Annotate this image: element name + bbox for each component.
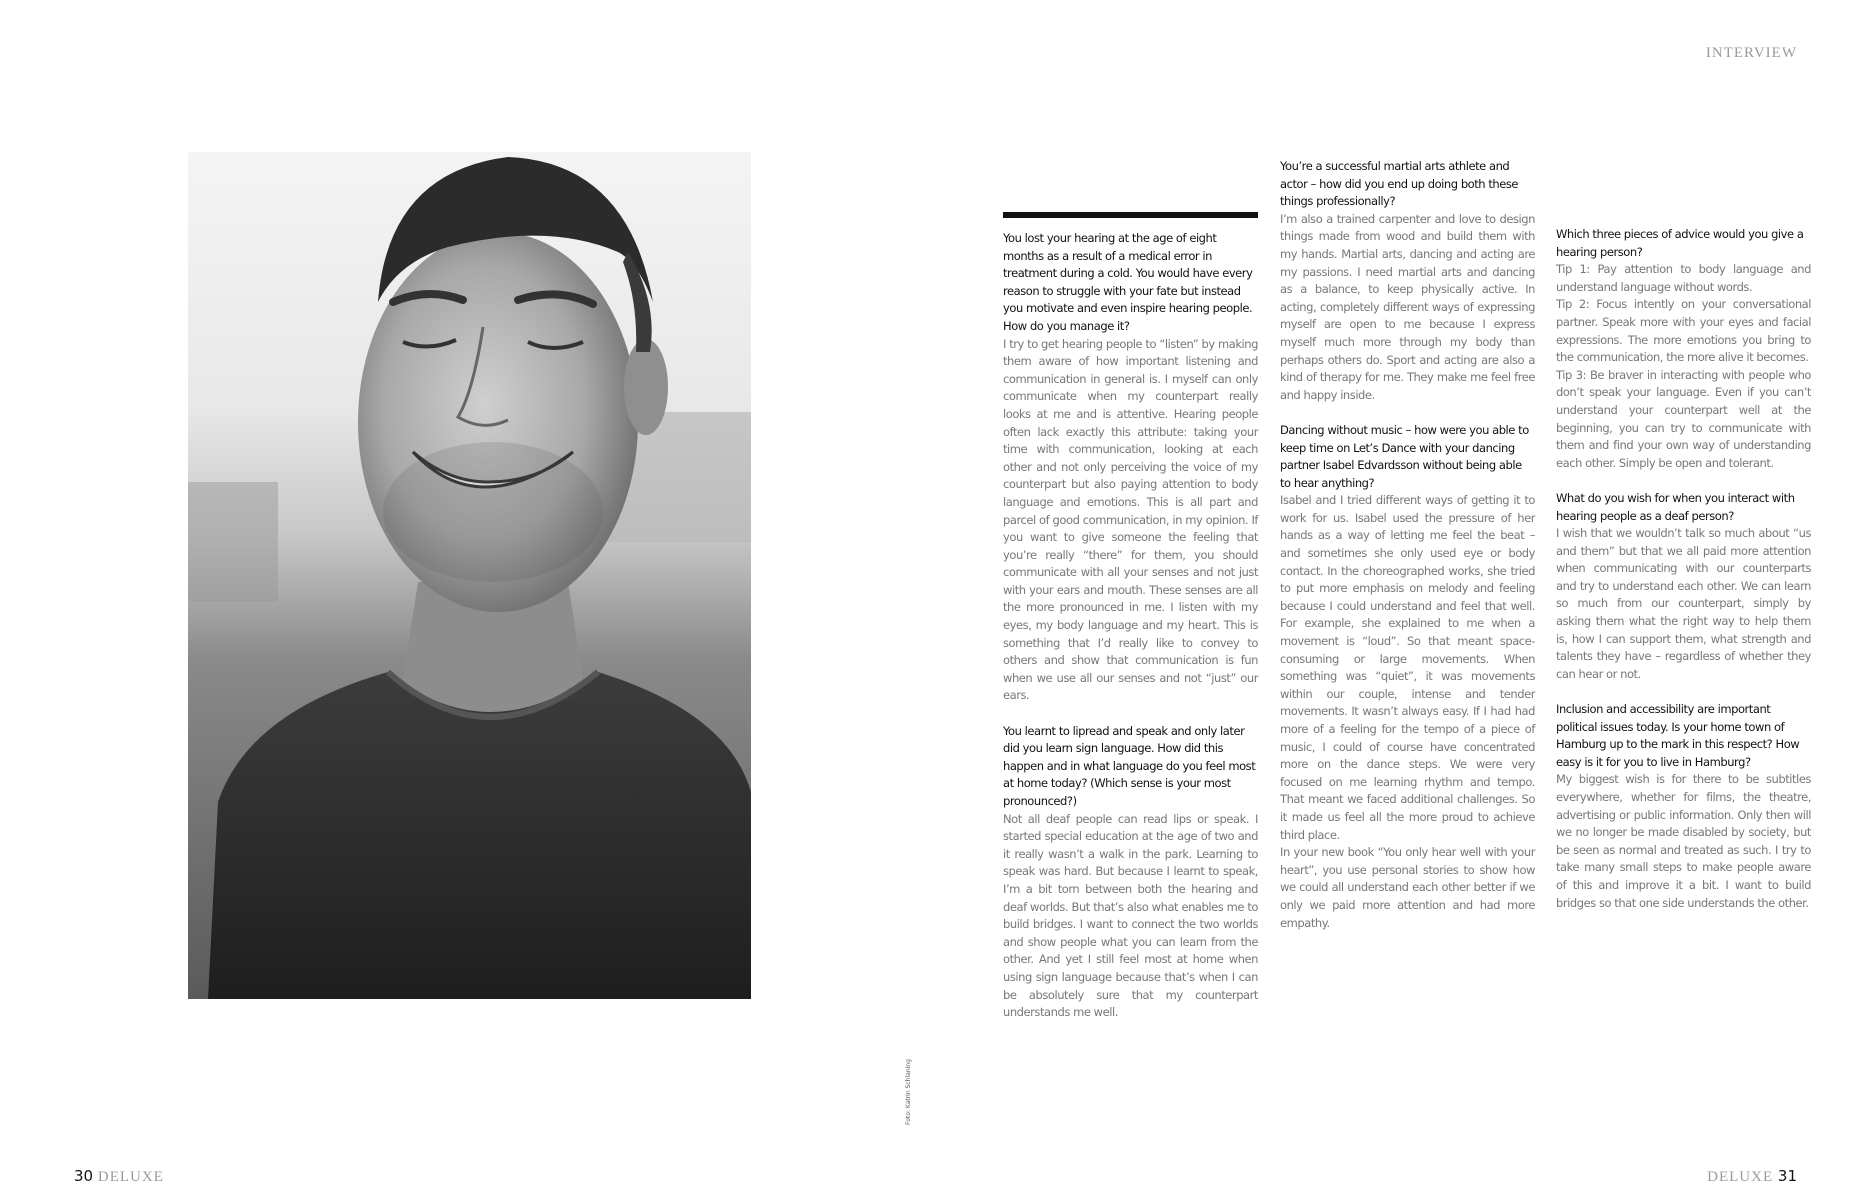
tip: Tip 2: Focus intently on your conversational partner. Speak more with your eyes and facial expressions. The more emotions you bring to the communication, the more alive it becomes. — [1556, 297, 1811, 365]
magazine-brand: DELUXE — [97, 1169, 164, 1185]
question: What do you wish for when you interact with hearing people as a deaf person? — [1556, 490, 1795, 523]
section-label: INTERVIEW — [1705, 45, 1797, 61]
question: You lost your hearing at the age of eight months as a result of a medical error in treatment during a cold. You would have every reason to struggle with your fate but instead you motivate and even inspire hearing people. How do you manage it? — [1003, 231, 1253, 333]
text-column-1 — [1003, 212, 1258, 1022]
question: You’re a successful martial arts athlete and actor – how did you end up doing both these things professionally? — [1280, 159, 1519, 209]
answer: My biggest wish is for there to be subtitles everywhere, whether for films, the theatre, advertising or public information. Only then will we no longer be made disabled by society, but be seen as normal and treated as such. I try to take many small steps to make people aware of this and improve it a bit. I want to build bridges so that one side understands the other. — [1556, 772, 1811, 910]
answer: Not all deaf people can read lips or speak. I started special education at the age of two and it really wasn’t a walk in the park. Learning to speak was hard. But because I learnt to speak, I’m a bit torn between both the hearing and deaf worlds. But that’s also what enables me to build bridges. I want to connect the two worlds and show people what you can learn from the other. And yet I still feel most at home when using sign language because that’s when I can be absolutely sure that my counterpart understands me well. — [1003, 811, 1258, 1020]
question: Inclusion and accessibility are important political issues today. Is your home town of Hamburg up to the mark in this respect? How easy is it for you to live in Hamburg? — [1556, 702, 1800, 769]
question: Dancing without music – how were you able to keep time on Let’s Dance with your dancing partner Isabel Edvardsson without being able to hear anything? — [1280, 422, 1529, 490]
answer: In your new book “You only hear well with your heart”, you use personal stories to show how we could all understand each other better if we only we paid more attention and had more empathy. — [1280, 845, 1535, 930]
tip: Tip 1: Pay attention to body language and understand language without words. — [1556, 262, 1811, 294]
answer: I’m also a trained carpenter and love to design things made from wood and build them with my hands. Martial arts, dancing and acting are my passions. I need martial arts and dancing as a balance, to keep physically active. In acting, completely different ways of expressing myself are open to me because I express myself much more through my body than perhaps others do. Sport and acting are also a kind of therapy for me. They make me feel free and happy inside. — [1280, 211, 1535, 402]
folio-right — [1707, 1167, 1797, 1186]
tip: Tip 3: Be braver in interacting with people who don’t speak your language. Even if you can’t understand your counterpart well at the beginning, you can try to communicate with them and find your own way of understanding each other. Simply be open and tolerant. — [1556, 367, 1811, 470]
page-number: 31 — [1777, 1167, 1797, 1185]
page-number: 30 — [74, 1167, 94, 1185]
question: Which three pieces of advice would you give a hearing person? — [1556, 227, 1804, 259]
magazine-brand: DELUXE — [1707, 1169, 1774, 1185]
answer: I try to get hearing people to “listen” by making them aware of how important listening and communication in general is. I myself can only communicate when my counterpart really looks at me and is attentive. Hearing people often lack exactly this attribute: taking your time with communication, looking at each other and not only perceiving the voice of my counterpart but also paying attention to body language and emotions. This is all part and parcel of good communication, in my opinion. If you want to give someone the feeling that you’re really “there” for them, you should communicate with all your senses and not just with your ears and mouth. These senses are all the more pronounced in me. I listen with my eyes, my body language and my heart. This is something that I’d really like to convey to others and show that communication is fun when we use all our senses and not “just” our ears. — [1003, 336, 1258, 703]
answer: Isabel and I tried different ways of getting it to work for us. Isabel used the pressure of her hands as a way of letting me feel the beat – and sometimes she only used eye or body contact. In the choreographed works, she tried to put more emphasis on melody and feeling because I could understand and feel that well. For example, she explained to me when a movement is “loud”. So that meant space-consuming or large movements. When something was “quiet”, it was movements within our couple, intense and tender movements. It wasn’t always easy. If I had had more of a feeling for the tempo of a piece of music, I could of course have concentrated more on the dance steps. We were very focused on me learning rhythm and tempo. That meant we faced additional challenges. So it made us feel all the more proud to achieve third place. — [1280, 493, 1535, 842]
answer: I wish that we wouldn’t talk so much about “us and them” but that we all paid more attention when communicating with our counterparts and try to understand each other. We can learn so much from our counterpart, simply by asking them what the right way to help them is, how I can support them, what strength and talents they have – regardless of whether they can hear or not. — [1556, 526, 1811, 681]
text-column-3 — [1556, 226, 1811, 912]
folio-left — [74, 1167, 164, 1186]
portrait-photo — [188, 152, 751, 999]
photo-credit: Foto: Katrin Schlaning — [905, 1059, 912, 1125]
question: You learnt to lipread and speak and only later did you learn sign language. How did this happen and in what language do you feel most at home today? (Which sense is your most pronounced?) — [1003, 723, 1256, 808]
text-column-2 — [1280, 158, 1535, 932]
